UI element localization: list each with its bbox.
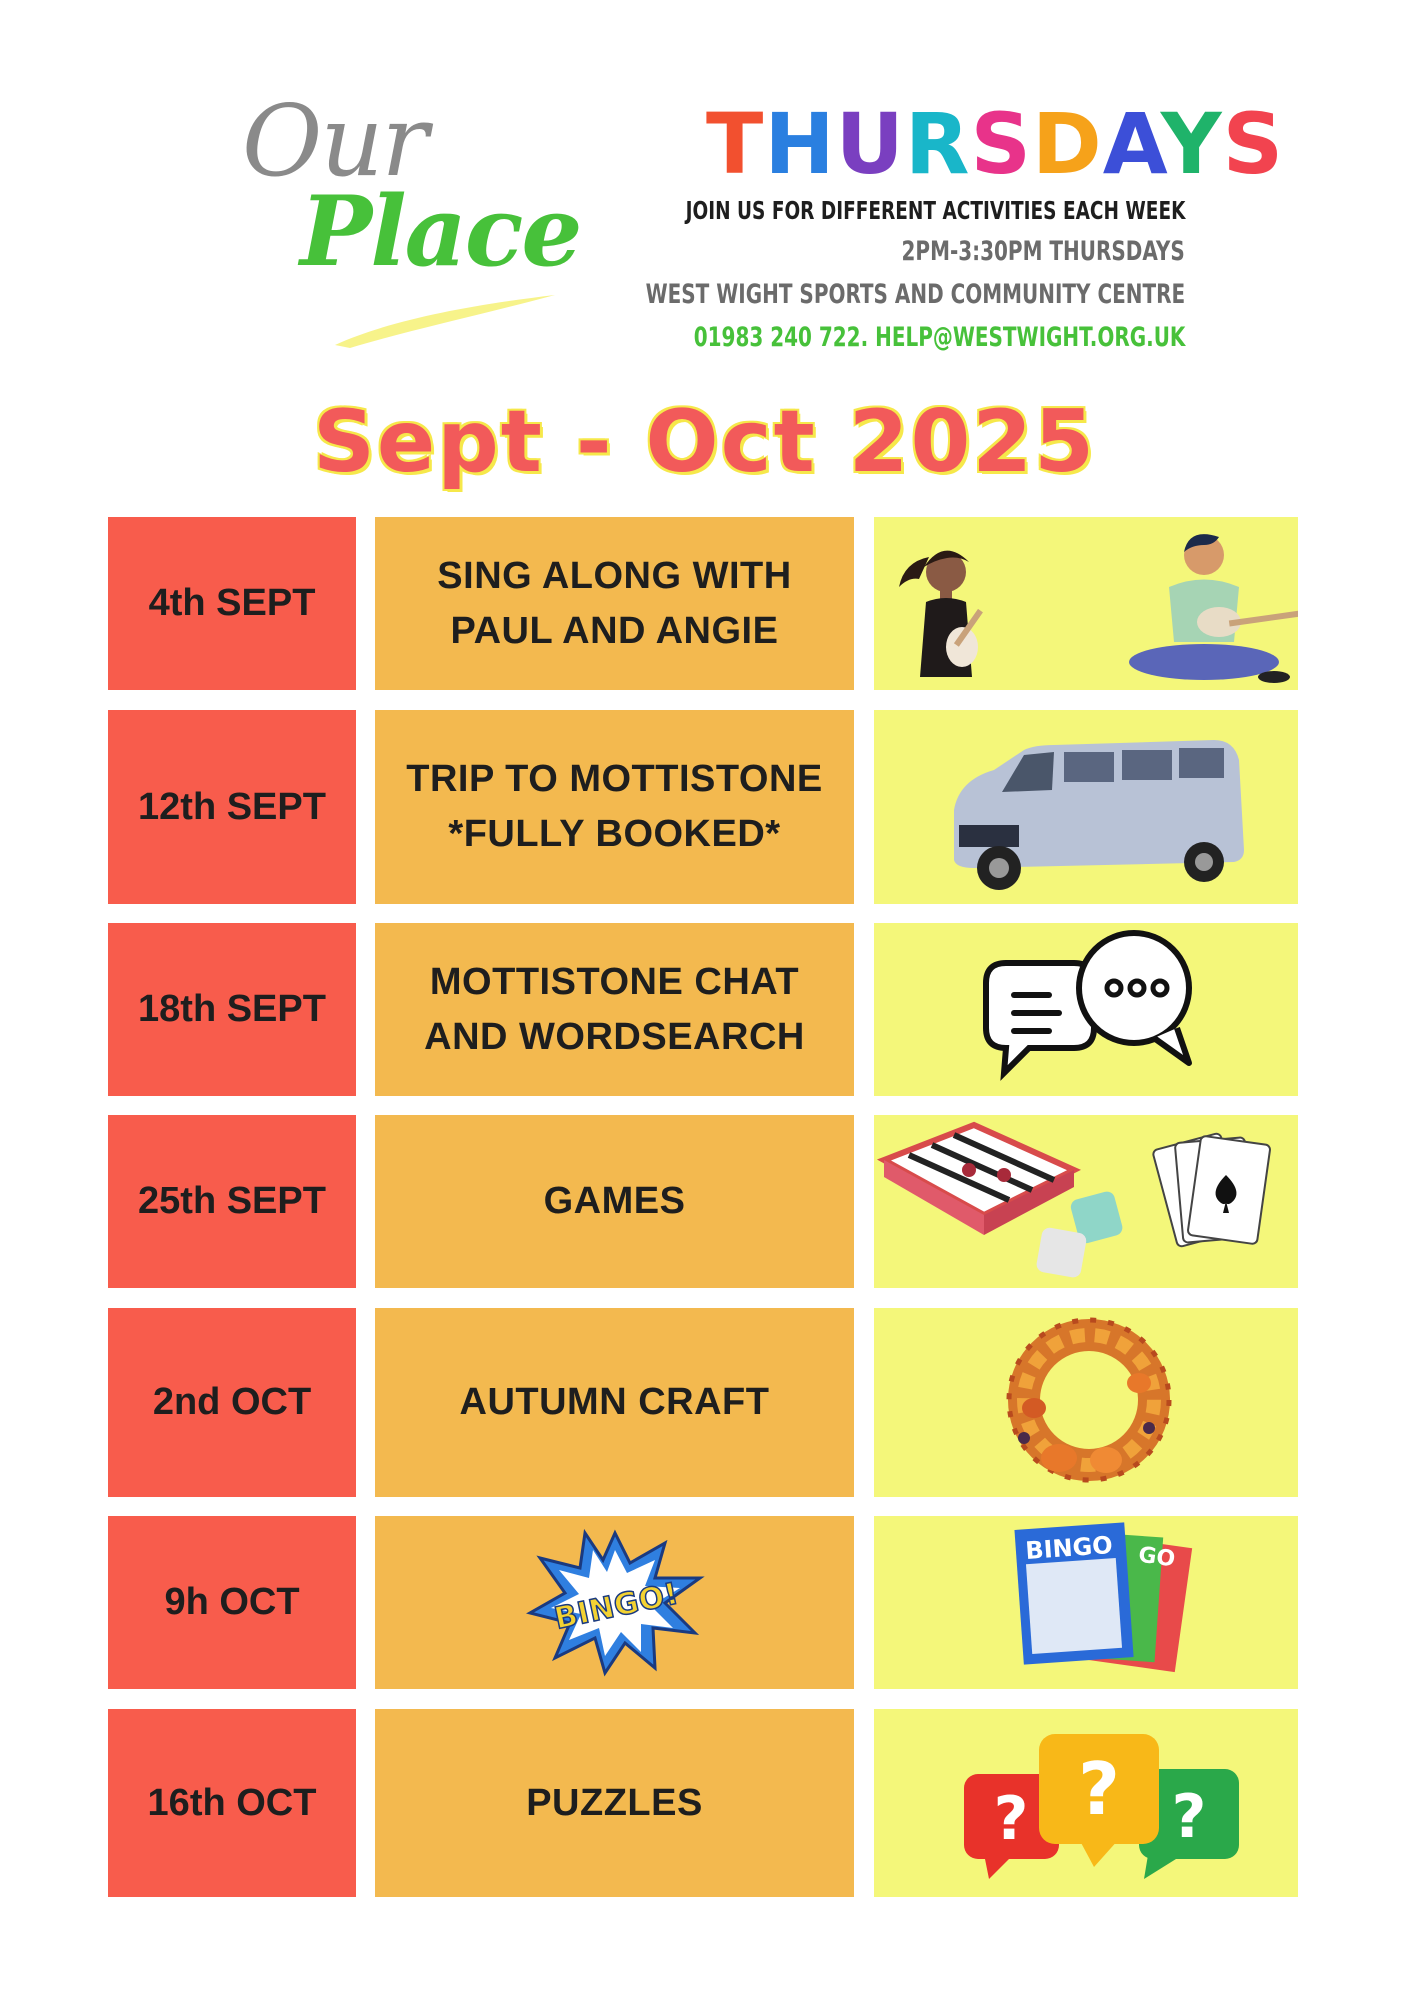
activity-cell [375,1516,854,1689]
bingo-card-label: BINGO [1024,1530,1114,1566]
bingo-burst-text: BINGO! [550,1575,682,1637]
thursdays-letter: T [706,95,765,193]
autumn-wreath-icon [874,1308,1298,1497]
schedule-row [108,710,1298,904]
activity-cell: SING ALONG WITH PAUL AND ANGIE [375,517,854,690]
date-cell: 18th SEPT [108,923,356,1096]
date-cell: 12th SEPT [108,710,356,904]
games-icon [874,1115,1298,1288]
date-cell: 2nd OCT [108,1308,356,1497]
thursdays-heading [706,95,1285,193]
page-title: Sept - Oct 2025 [312,392,1096,492]
date-cell: 4th SEPT [108,517,356,690]
schedule-row [108,517,1298,690]
thursdays-letter: D [1032,95,1103,193]
chat-bubbles-icon [874,923,1298,1096]
date-cell: 25th SEPT [108,1115,356,1288]
activity-cell: TRIP TO MOTTISTONE *FULLY BOOKED* [375,710,854,904]
musicians-icon [874,517,1298,690]
thursdays-letter: S [970,95,1033,193]
thursdays-letter: H [764,95,836,193]
picture-cell [874,923,1298,1096]
thursdays-letter: Y [1160,95,1223,193]
question-bubbles-icon [874,1709,1298,1897]
logo-place: Place [300,175,581,288]
bingo-card-label: GO [1136,1542,1177,1573]
question-mark: ? [993,1784,1029,1854]
activity-cell: AUTUMN CRAFT [375,1308,854,1497]
bingo-burst-icon [525,1528,705,1678]
thursdays-letter: A [1102,95,1161,193]
question-mark: ? [1078,1747,1120,1831]
thursdays-letter: R [904,95,971,193]
date-cell: 9h OCT [108,1516,356,1689]
date-cell: 16th OCT [108,1709,356,1897]
activity-cell: PUZZLES [375,1709,854,1897]
schedule-row [108,1308,1298,1497]
schedule-row [108,923,1298,1096]
our-place-logo [230,85,581,345]
contact-info: 01983 240 722. HELP@WESTWIGHT.ORG.UK [693,322,1185,353]
question-mark: ? [1171,1782,1207,1852]
thursdays-letter: U [835,95,905,193]
schedule-row [108,1709,1298,1897]
picture-cell [874,1308,1298,1497]
swoosh-icon [330,290,560,350]
picture-cell [874,710,1298,904]
logo-our: Our [242,85,427,199]
picture-cell [874,1115,1298,1288]
thursdays-letter: S [1222,95,1285,193]
activity-cell: MOTTISTONE CHAT AND WORDSEARCH [375,923,854,1096]
minibus-icon [874,710,1298,904]
activity-cell: GAMES [375,1115,854,1288]
schedule-row [108,1516,1298,1689]
schedule-row [108,1115,1298,1288]
bingo-cards-icon [874,1516,1298,1689]
venue: WEST WIGHT SPORTS AND COMMUNITY CENTRE [645,279,1185,310]
picture-cell [874,1709,1298,1897]
tagline: JOIN US FOR DIFFERENT ACTIVITIES EACH WEEK [685,196,1185,225]
picture-cell [874,1516,1298,1689]
session-time: 2PM-3:30PM THURSDAYS [901,236,1185,267]
picture-cell [874,517,1298,690]
